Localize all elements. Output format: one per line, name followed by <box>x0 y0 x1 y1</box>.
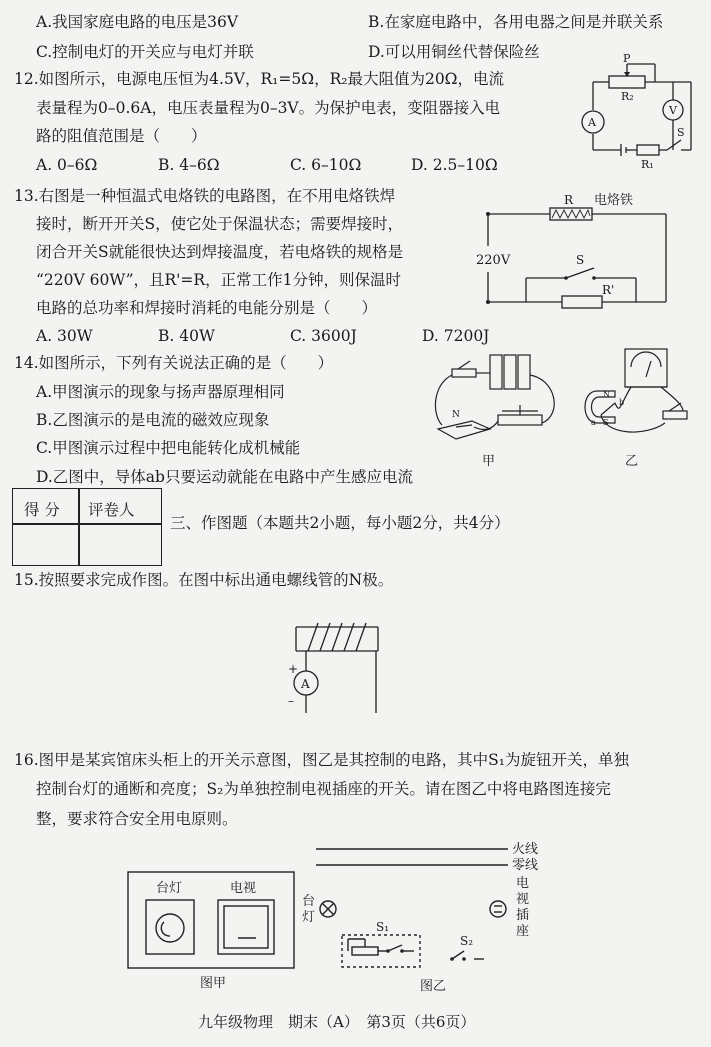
q12-fig-r2: R₂ <box>621 90 634 103</box>
q16-s2-label: S₂ <box>460 934 474 948</box>
q13-fig-volt: 220V <box>476 253 511 268</box>
q14-fig-n: N <box>452 410 460 420</box>
q12-option-c: C. 6–10Ω <box>290 156 362 174</box>
q14-fig-b-lbl: b <box>619 398 625 407</box>
q12-fig-v: V <box>669 104 677 117</box>
q12-fig-a: A <box>588 116 596 129</box>
q16-figure-jia <box>126 870 296 990</box>
q16-socket-char-1: 电 <box>516 876 530 891</box>
q16-fig-jia-label: 图甲 <box>200 976 227 991</box>
q15-solenoid-diagram <box>280 615 390 715</box>
page-footer: 九年级物理 期末（A） 第3页（共6页） <box>198 1013 476 1031</box>
q13-fig-r: R <box>564 193 574 207</box>
q12-stem-line1: 12.如图所示，电源电压恒为4.5V，R₁=5Ω，R₂最大阻值为20Ω，电流 <box>14 70 505 88</box>
score-header: 得 分 <box>24 501 60 519</box>
q14-option-a: A.甲图演示的现象与扬声器原理相同 <box>36 383 285 401</box>
q16-lamp-char-1: 台 <box>302 894 316 909</box>
q12-circuit-diagram <box>575 52 700 171</box>
q13-option-b: B. 40W <box>158 327 215 345</box>
q11-option-a: A.我国家庭电路的电压是36V <box>36 13 239 31</box>
q14-figure-yi <box>575 345 705 470</box>
score-table-divider-v <box>78 488 80 566</box>
q12-option-a: A. 0–6Ω <box>36 156 98 174</box>
q14-stem: 14.如图所示，下列有关说法正确的是（ ） <box>14 354 334 372</box>
q13-stem-line5: 电路的总功率和焊接时消耗的电能分别是（ ） <box>36 299 378 317</box>
q16-socket-char-3: 插 <box>516 908 530 923</box>
q16-fig-lamp: 台灯 <box>156 881 183 896</box>
q14-figure-jia <box>432 345 572 470</box>
q12-stem-line3: 路的阻值范围是（ ） <box>36 127 207 145</box>
q13-fig-s: S <box>576 253 585 267</box>
q16-lamp-char-2: 灯 <box>302 910 316 925</box>
q14-option-b: B.乙图演示的是电流的磁效应现象 <box>36 411 270 429</box>
q13-option-c: C. 3600J <box>290 327 357 345</box>
q12-option-d: D. 2.5–10Ω <box>411 156 498 174</box>
q13-circuit-diagram <box>476 190 701 310</box>
q16-fig-yi-label: 图乙 <box>420 979 447 994</box>
grader-header: 评卷人 <box>88 501 135 519</box>
q12-option-b: B. 4–6Ω <box>158 156 220 174</box>
q12-fig-r1: R₁ <box>641 158 654 171</box>
section3-title: 三、作图题（本题共2小题，每小题2分，共4分） <box>170 514 510 532</box>
q15-minus: – <box>288 694 294 708</box>
q13-fig-rp: R' <box>602 283 615 297</box>
q13-stem-line3: 闭合开关S就能很快达到焊接温度，若电烙铁的规格是 <box>36 243 404 261</box>
q12-stem-line2: 表量程为0–0.6A，电压表量程为0–3V。为保护电表，变阻器接入电 <box>36 99 501 117</box>
q14-option-c: C.甲图演示过程中把电能转化成机械能 <box>36 439 301 457</box>
q11-option-d: D.可以用铜丝代替保险丝 <box>368 43 540 61</box>
q12-fig-p: P <box>623 52 631 65</box>
score-table-divider-h <box>12 523 162 525</box>
q16-stem-line1: 16.图甲是某宾馆床头柜上的开关示意图，图乙是其控制的电路，其中S₁为旋钮开关，单独 <box>14 751 629 769</box>
q15-plus: + <box>288 662 299 676</box>
q15-stem: 15.按照要求完成作图。在图中标出通电螺线管的N极。 <box>14 571 394 589</box>
q16-live-wire-label: 火线 <box>512 842 539 857</box>
q16-stem-line2: 控制台灯的通断和亮度；S₂为单独控制电视插座的开关。请在图乙中将电路图连接完 <box>36 780 611 798</box>
q13-fig-iron: 电烙铁 <box>594 193 634 208</box>
q14-fig-a-lbl: a <box>591 418 596 427</box>
q11-option-c: C.控制电灯的开关应与电灯并联 <box>36 43 254 61</box>
q16-socket-char-4: 座 <box>516 924 530 939</box>
q16-stem-line3: 整，要求符合安全用电原则。 <box>36 810 238 828</box>
q13-stem-line1: 13.右图是一种恒温式电烙铁的电路图，在不用电烙铁焊 <box>14 187 396 205</box>
q14-fig-s-yi: S <box>603 418 609 427</box>
q16-socket-label <box>516 875 533 939</box>
q13-option-a: A. 30W <box>36 327 93 345</box>
q16-figure-yi <box>298 835 558 995</box>
q13-option-d: D. 7200J <box>422 327 490 345</box>
q13-stem-line2: 接时，断开开关S，使它处于保温状态；需要焊接时， <box>36 215 404 233</box>
q14-fig-n-yi: N <box>603 390 610 399</box>
q15-ammeter: A <box>301 677 310 691</box>
q12-fig-s: S <box>677 126 685 139</box>
q11-option-b: B.在家庭电路中，各用电器之间是并联关系 <box>368 13 664 31</box>
q14-fig-yi-label: 乙 <box>625 454 639 469</box>
q13-stem-line4: “220V 60W”，且R'=R，正常工作1分钟，则保温时 <box>36 271 401 289</box>
q16-neutral-wire-label: 零线 <box>512 858 539 873</box>
q16-s1-label: S₁ <box>376 920 390 934</box>
q14-option-d: D.乙图中，导体ab只要运动就能在电路中产生感应电流 <box>36 468 413 486</box>
q16-lamp-label <box>302 894 319 925</box>
q16-fig-tv: 电视 <box>230 881 257 896</box>
q14-fig-jia-label: 甲 <box>482 454 496 469</box>
q16-socket-char-2: 视 <box>516 892 530 907</box>
